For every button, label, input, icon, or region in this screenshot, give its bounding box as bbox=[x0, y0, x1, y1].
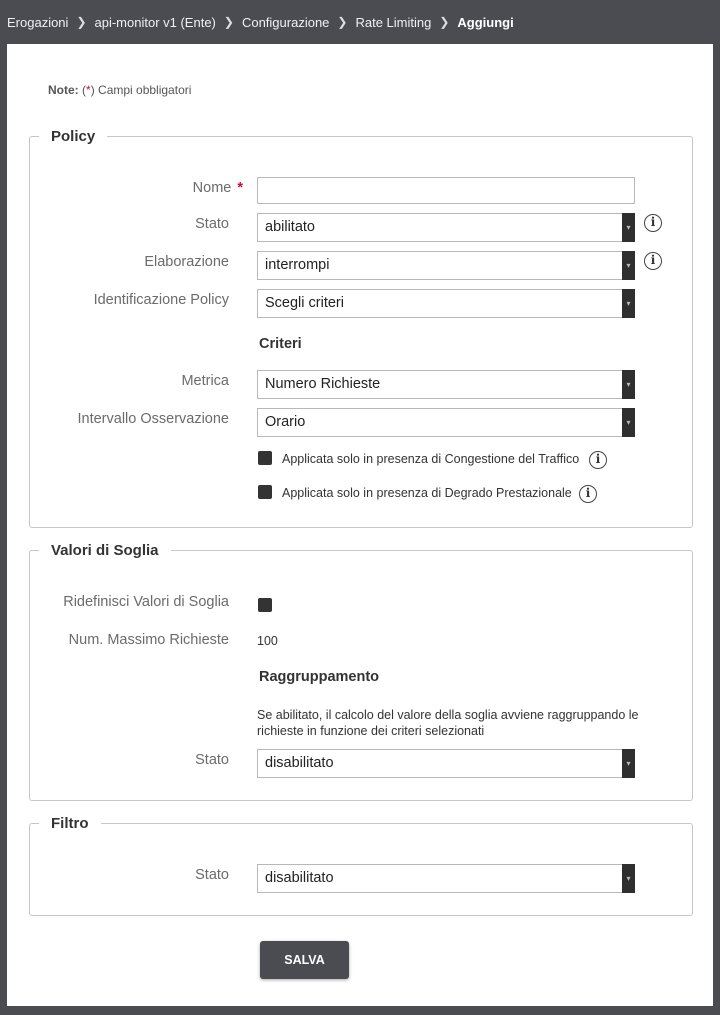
metrica-select[interactable] bbox=[257, 370, 635, 399]
chevron-down-icon: ▾ bbox=[622, 370, 635, 399]
intervallo-label: Intervallo Osservazione bbox=[77, 411, 229, 427]
ridefinisci-checkbox[interactable] bbox=[258, 598, 272, 612]
identificazione-label-wrap bbox=[30, 292, 229, 312]
soglia-title: Valori di Soglia bbox=[51, 542, 159, 559]
ridefinisci-label-wrap bbox=[30, 594, 229, 614]
chevron-down-icon: ▾ bbox=[622, 749, 635, 778]
policy-title: Policy bbox=[51, 128, 96, 145]
elaborazione-label-wrap bbox=[30, 254, 229, 274]
stato-label-wrap bbox=[30, 216, 229, 236]
metrica-label: Metrica bbox=[181, 373, 229, 389]
soglia-stato-select[interactable] bbox=[257, 749, 635, 778]
required-star: * bbox=[86, 83, 91, 97]
save-button[interactable]: SALVA bbox=[260, 941, 349, 979]
soglia-stato-value: disabilitato bbox=[265, 755, 334, 771]
criteri-title: Criteri bbox=[259, 336, 302, 352]
degrado-checkbox[interactable] bbox=[258, 485, 272, 499]
breadcrumb-item-configurazione[interactable]: Configurazione bbox=[241, 14, 330, 30]
chevron-down-icon: ▾ bbox=[622, 251, 635, 280]
metrica-label-wrap bbox=[30, 373, 229, 393]
chevron-down-icon: ▾ bbox=[622, 213, 635, 242]
identificazione-label: Identificazione Policy bbox=[93, 292, 229, 308]
breadcrumb-item-rate-limiting[interactable]: Rate Limiting bbox=[355, 14, 432, 30]
required-note bbox=[48, 83, 191, 97]
degrado-label: Applicata solo in presenza di Degrado Prestazionale bbox=[282, 486, 572, 500]
ridefinisci-label: Ridefinisci Valori di Soglia bbox=[63, 594, 229, 610]
elaborazione-value: interrompi bbox=[265, 257, 330, 273]
breadcrumb-item-api[interactable]: api-monitor v1 (Ente) bbox=[94, 14, 216, 30]
filtro-stato-label: Stato bbox=[195, 867, 229, 883]
info-icon[interactable]: i bbox=[579, 485, 597, 503]
form-panel bbox=[7, 44, 713, 1006]
identificazione-select[interactable] bbox=[257, 289, 635, 318]
intervallo-value: Orario bbox=[265, 414, 306, 430]
chevron-down-icon: ▾ bbox=[622, 864, 635, 893]
info-icon[interactable]: i bbox=[589, 451, 607, 469]
nome-input[interactable] bbox=[257, 177, 635, 204]
filtro-stato-value: disabilitato bbox=[265, 870, 334, 886]
intervallo-label-wrap bbox=[30, 411, 229, 431]
filtro-stato-select[interactable] bbox=[257, 864, 635, 893]
policy-section bbox=[29, 128, 693, 528]
elaborazione-label: Elaborazione bbox=[144, 254, 229, 270]
stato-label: Stato bbox=[195, 216, 229, 232]
filtro-title: Filtro bbox=[51, 815, 89, 832]
required-star: * bbox=[237, 180, 243, 196]
chevron-right-icon: ❯ bbox=[337, 15, 348, 29]
filtro-section bbox=[29, 815, 693, 916]
filtro-stato-label-wrap bbox=[30, 867, 229, 887]
identificazione-value: Scegli criteri bbox=[265, 295, 344, 311]
chevron-right-icon: ❯ bbox=[76, 15, 87, 29]
max-value: 100 bbox=[257, 634, 278, 648]
breadcrumb-item-erogazioni[interactable]: Erogazioni bbox=[7, 14, 69, 30]
chevron-right-icon: ❯ bbox=[223, 15, 234, 29]
max-label-wrap bbox=[30, 632, 229, 652]
note-prefix: Note: bbox=[48, 83, 79, 97]
stato-select[interactable] bbox=[257, 213, 635, 242]
breadcrumb bbox=[0, 0, 720, 44]
note-text: Campi obbligatori bbox=[94, 83, 192, 97]
breadcrumb-item-current: Aggiungi bbox=[457, 14, 514, 30]
note-open: ( bbox=[82, 83, 87, 97]
note-close: ) bbox=[90, 83, 95, 97]
soglia-stato-label-wrap bbox=[30, 752, 229, 772]
intervallo-select[interactable] bbox=[257, 408, 635, 437]
nome-label: Nome bbox=[192, 180, 232, 196]
congestione-label: Applicata solo in presenza di Congestione del Traffico bbox=[282, 452, 580, 466]
nome-label-group bbox=[43, 180, 243, 196]
congestione-checkbox[interactable] bbox=[258, 451, 272, 465]
raggruppamento-help: Se abilitato, il calcolo del valore della soglia avviene raggruppando le richieste in funzione dei criteri selezionati bbox=[257, 708, 639, 738]
metrica-value: Numero Richieste bbox=[265, 376, 381, 392]
elaborazione-select[interactable] bbox=[257, 251, 635, 280]
raggruppamento-title: Raggruppamento bbox=[259, 669, 380, 685]
info-icon[interactable]: i bbox=[644, 252, 662, 270]
chevron-down-icon: ▾ bbox=[622, 289, 635, 318]
soglia-stato-label: Stato bbox=[195, 752, 229, 768]
chevron-down-icon: ▾ bbox=[622, 408, 635, 437]
info-icon[interactable]: i bbox=[644, 214, 662, 232]
bottom-border bbox=[0, 1006, 720, 1015]
nome-label-wrap bbox=[30, 180, 243, 200]
soglia-section bbox=[29, 542, 693, 801]
stato-value: abilitato bbox=[265, 219, 315, 235]
chevron-right-icon: ❯ bbox=[439, 15, 450, 29]
max-label: Num. Massimo Richieste bbox=[68, 632, 229, 648]
